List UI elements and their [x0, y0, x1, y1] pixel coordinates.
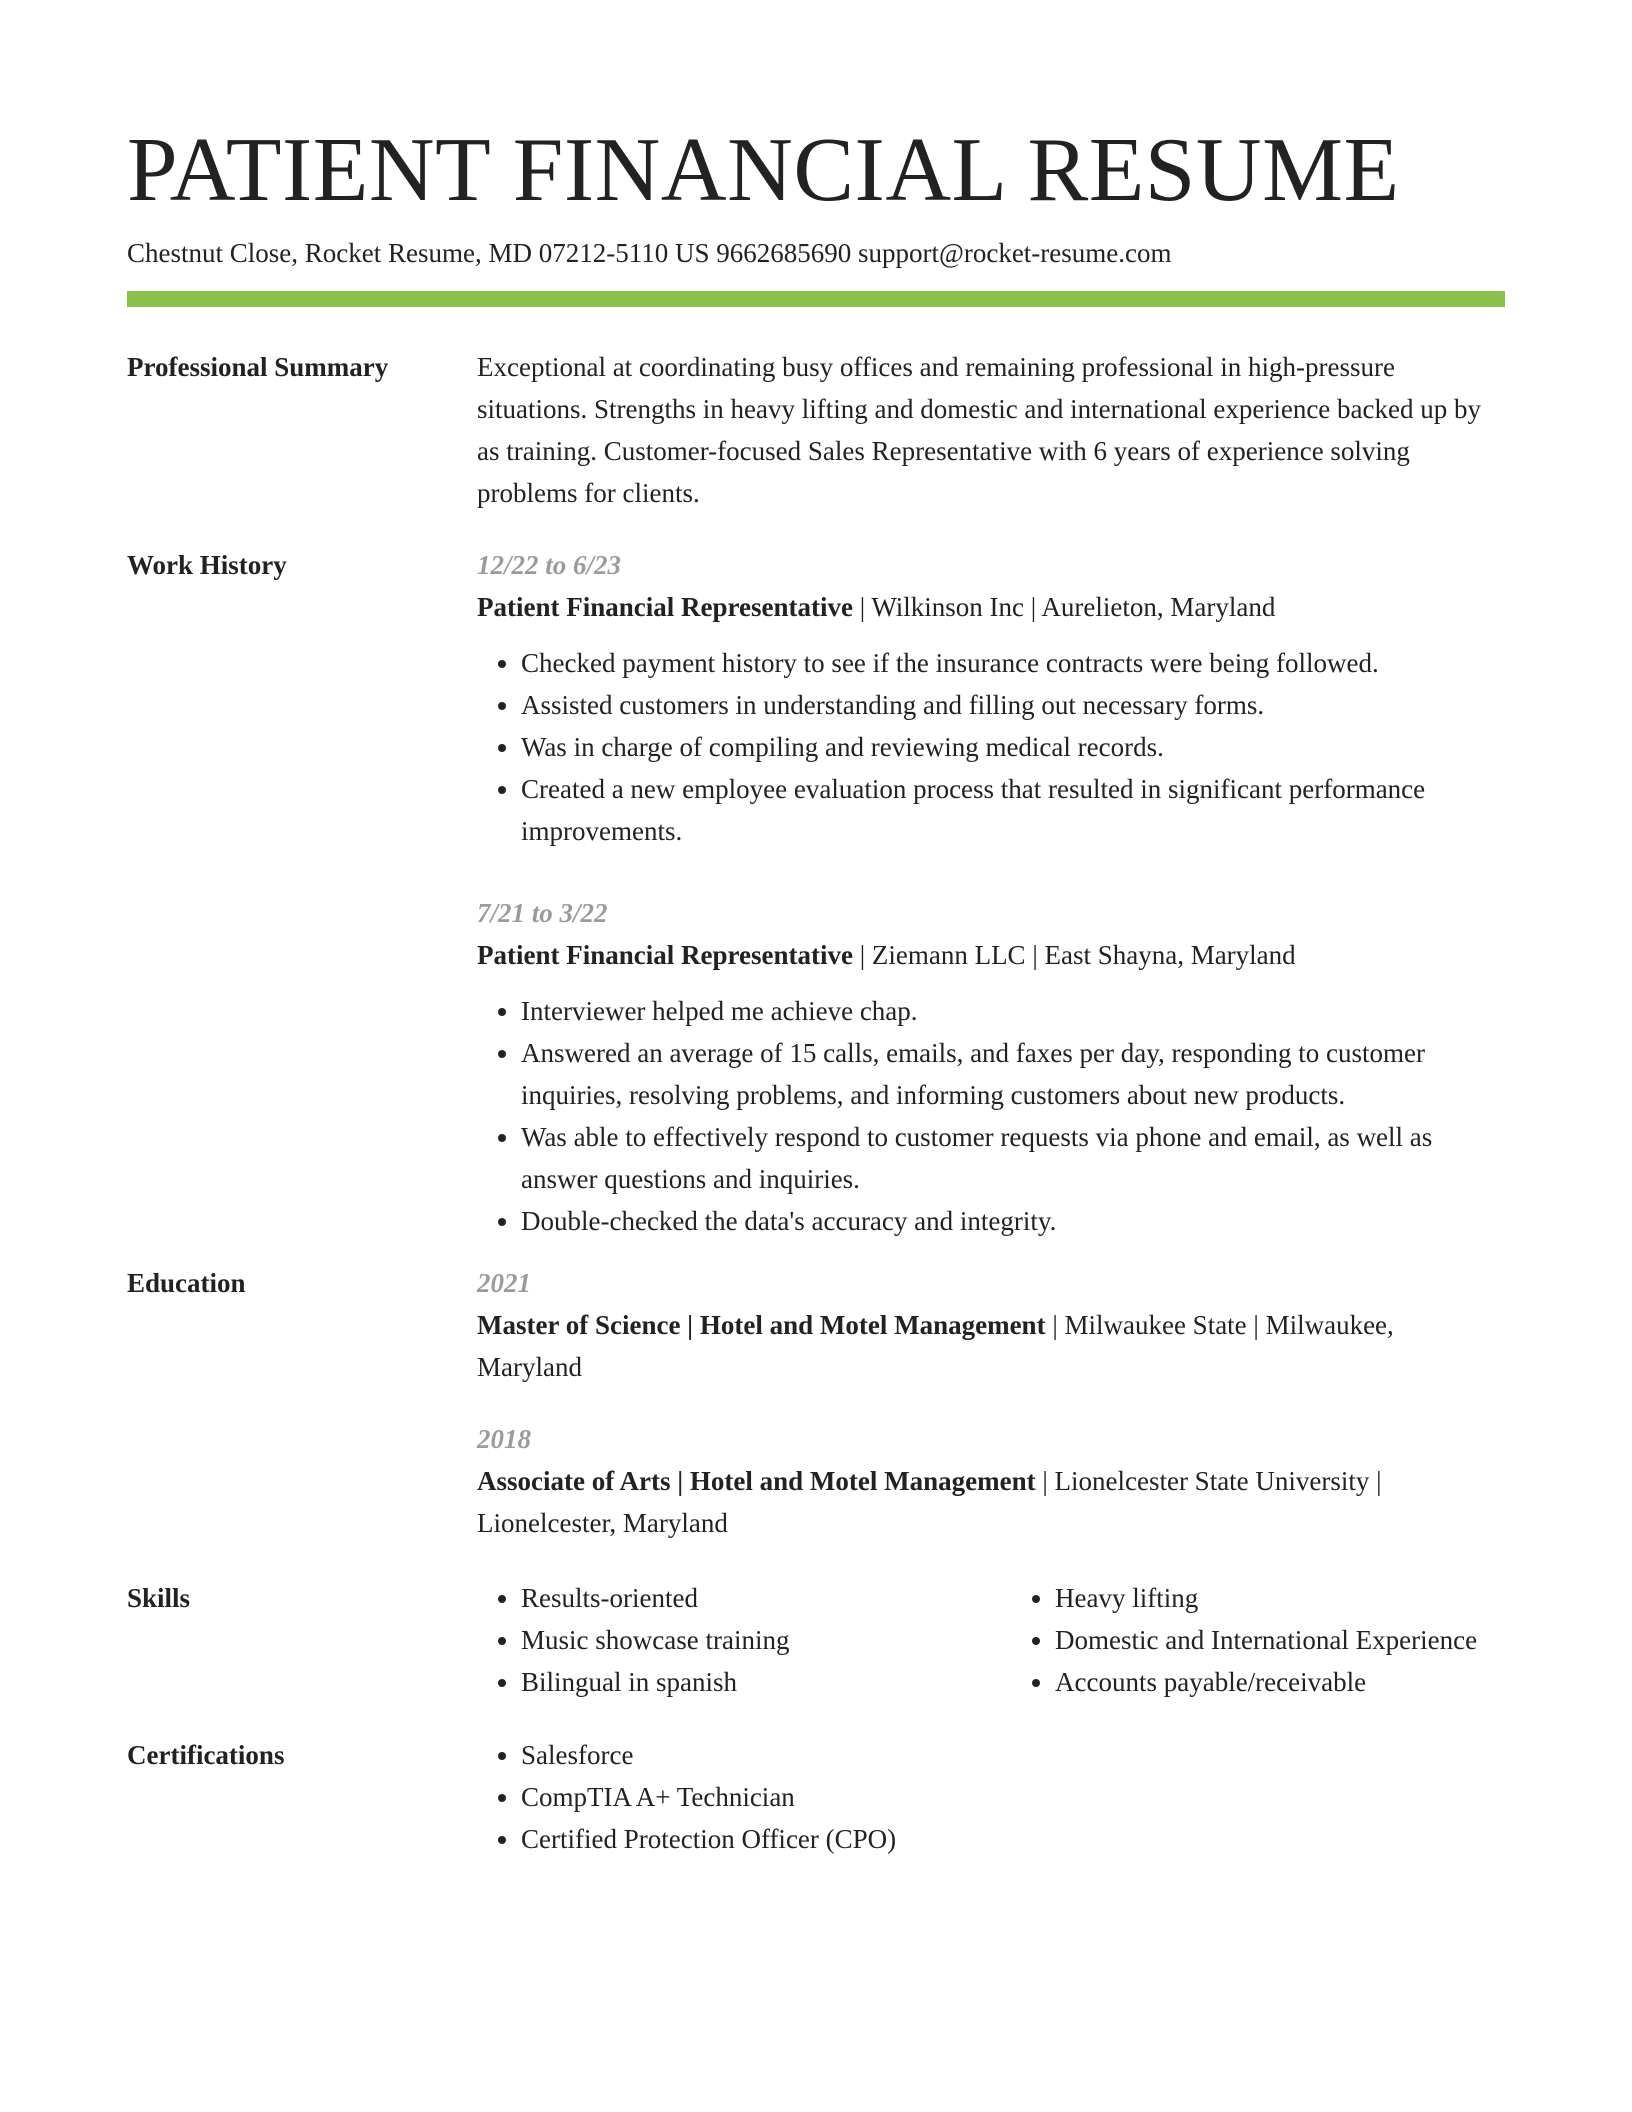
certifications-content: [477, 1734, 1505, 1860]
list-item: • Answered an average of 15 calls, emails, and faxes per day, responding to customer inquiries, resolving problems, and informing customers about new products.: [521, 1032, 1505, 1116]
list-item: • Certified Protection Officer (CPO): [521, 1818, 1505, 1860]
job-title: Patient Financial Representative: [477, 592, 853, 622]
education-entry: [477, 1418, 1505, 1544]
resume-title: PATIENT FINANCIAL RESUME: [127, 119, 1400, 220]
school-details: | Lionelcester State University | Lionelcester, Maryland: [477, 1466, 1382, 1538]
school-details: | Milwaukee State | Milwaukee, Maryland: [477, 1310, 1394, 1382]
list-item: • Domestic and International Experience: [1055, 1619, 1505, 1661]
certifications-list: [477, 1734, 1505, 1860]
work-history-content: [477, 544, 1505, 1242]
section-label-skills: Skills: [127, 1583, 191, 1613]
list-item: • CompTIA A+ Technician: [521, 1776, 1505, 1818]
job-entry: [477, 544, 1505, 852]
skills-content: [477, 1577, 1505, 1703]
job-details: | Ziemann LLC | East Shayna, Maryland: [852, 940, 1296, 970]
list-item: • Heavy lifting: [1055, 1577, 1505, 1619]
summary-text: Exceptional at coordinating busy offices and remaining professional in high-pressure situations. Strengths in heavy lifting and domestic and international experience backed up by as training. Customer-focused Sales Representative with 6 years of experience solving problems for clients.: [477, 352, 1481, 508]
education-heading: [477, 1304, 1505, 1388]
education-entry: [477, 1262, 1505, 1388]
list-item: • Interviewer helped me achieve chap.: [521, 990, 1505, 1032]
skills-list-right: [1011, 1577, 1505, 1703]
degree-name: Master of Science | Hotel and Motel Management: [477, 1310, 1046, 1340]
list-item: • Created a new employee evaluation process that resulted in significant performance improvements.: [521, 768, 1505, 852]
list-item: • Was in charge of compiling and reviewing medical records.: [521, 726, 1505, 768]
job-dates: 12/22 to 6/23: [477, 550, 622, 580]
list-item: • Was able to effectively respond to customer requests via phone and email, as well as answer questions and inquiries.: [521, 1116, 1505, 1200]
skills-list-left: [477, 1577, 971, 1703]
list-item: • Checked payment history to see if the insurance contracts were being followed.: [521, 642, 1505, 684]
section-label-work-history: Work History: [127, 550, 287, 580]
resume-header: [127, 115, 1505, 307]
contact-line: Chestnut Close, Rocket Resume, MD 07212-5110 US 9662685690 support@rocket-resume.com: [127, 238, 1172, 268]
job-heading: [477, 934, 1505, 976]
skills-columns: [477, 1577, 1505, 1703]
education-content: [477, 1262, 1505, 1544]
section-label-summary: Professional Summary: [127, 352, 389, 382]
degree-name: Associate of Arts | Hotel and Motel Management: [477, 1466, 1036, 1496]
list-item: • Bilingual in spanish: [521, 1661, 971, 1703]
job-entry: [477, 892, 1505, 1242]
education-year: 2018: [477, 1424, 531, 1454]
job-bullets: [477, 990, 1505, 1242]
job-heading: [477, 586, 1505, 628]
list-item: • Double-checked the data's accuracy and integrity.: [521, 1200, 1505, 1242]
section-label-education: Education: [127, 1268, 246, 1298]
job-dates: 7/21 to 3/22: [477, 898, 608, 928]
accent-divider: [127, 291, 1505, 307]
section-label-certifications: Certifications: [127, 1740, 285, 1770]
list-item: • Accounts payable/receivable: [1055, 1661, 1505, 1703]
job-details: | Wilkinson Inc | Aurelieton, Maryland: [852, 592, 1276, 622]
list-item: • Results-oriented: [521, 1577, 971, 1619]
job-bullets: [477, 642, 1505, 852]
list-item: • Music showcase training: [521, 1619, 971, 1661]
job-title: Patient Financial Representative: [477, 940, 853, 970]
education-heading: [477, 1460, 1505, 1544]
list-item: • Assisted customers in understanding and filling out necessary forms.: [521, 684, 1505, 726]
list-item: • Salesforce: [521, 1734, 1505, 1776]
education-year: 2021: [477, 1268, 531, 1298]
